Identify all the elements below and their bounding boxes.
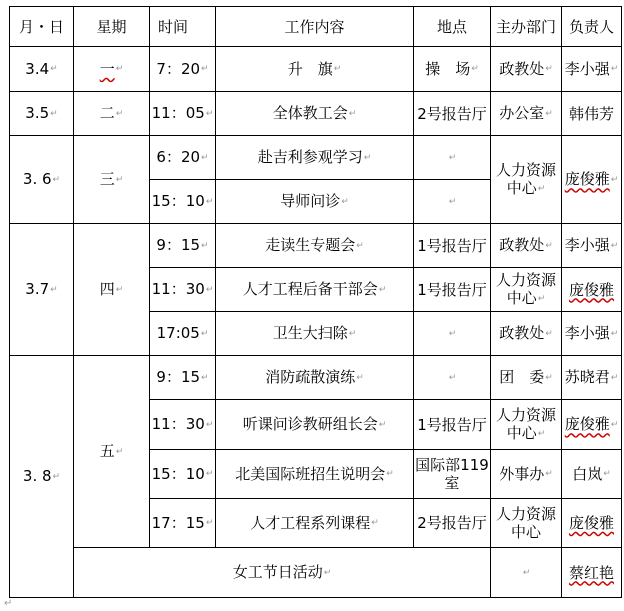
time-cell: 9：15↵ xyxy=(150,356,216,400)
content-cell: 卫生大扫除↵ xyxy=(216,312,414,356)
department-cell: 人力资源中心↵ xyxy=(491,136,562,224)
content-cell: 人才工程系列课程↵ xyxy=(216,499,414,548)
owner-cell: 李小强↵ xyxy=(562,312,622,356)
owner-cell: 李小强↵ xyxy=(562,47,622,92)
table-row xyxy=(10,47,622,92)
location-cell: 1号报告厅 xyxy=(414,400,491,450)
location-cell: ↵ xyxy=(414,136,491,180)
header-date: 月・日 xyxy=(10,7,74,47)
weekday-cell: 三↵ xyxy=(74,136,150,224)
location-cell: 2号报告厅 xyxy=(414,92,491,136)
table-row xyxy=(10,92,622,136)
header-time: 时间 xyxy=(150,7,216,47)
owner-cell: 蔡红艳 xyxy=(562,548,622,598)
content-cell: 人才工程后备干部会↵ xyxy=(216,268,414,312)
date-cell: 3.7↵ xyxy=(10,224,74,356)
paragraph-mark-icon: ↵ xyxy=(4,598,13,609)
owner-cell: 庞俊雅↵ xyxy=(562,136,622,224)
content-cell: 走读生专题会↵ xyxy=(216,224,414,268)
content-cell: 听课问诊教研组长会↵ xyxy=(216,400,414,450)
department-cell: 政教处↵ xyxy=(491,224,562,268)
header-row xyxy=(10,7,622,47)
date-cell: 3.5↵ xyxy=(10,92,74,136)
content-cell: 赴吉利参观学习↵ xyxy=(216,136,414,180)
location-cell: 1号报告厅 xyxy=(414,268,491,312)
time-cell: 15：10↵ xyxy=(150,450,216,499)
owner-cell: 李小强↵ xyxy=(562,224,622,268)
header-weekday: 星期 xyxy=(74,7,150,47)
location-cell: 1号报告厅 xyxy=(414,224,491,268)
date-cell: 3. 8↵ xyxy=(10,356,74,598)
department-cell: 办公室↵ xyxy=(491,92,562,136)
department-cell: 外事办↵ xyxy=(491,450,562,499)
content-cell: 女工节日活动↵ xyxy=(74,548,491,598)
weekday-cell: 五↵ xyxy=(74,356,150,548)
department-cell: 政教处↵ xyxy=(491,312,562,356)
date-cell: 3.4↵ xyxy=(10,47,74,92)
weekday-cell: 四↵ xyxy=(74,224,150,356)
table-row xyxy=(10,224,622,268)
department-cell: 人力资源中心↵ xyxy=(491,268,562,312)
schedule-table xyxy=(9,6,622,598)
location-cell: 国际部119室 xyxy=(414,450,491,499)
location-cell: ↵ xyxy=(414,356,491,400)
time-cell: 11：30↵ xyxy=(150,400,216,450)
table-row xyxy=(10,136,622,180)
owner-cell: 庞俊雅 xyxy=(562,268,622,312)
department-cell: 人力资源中心 xyxy=(491,499,562,548)
owner-cell: 韩伟芳 xyxy=(562,92,622,136)
header-content: 工作内容 xyxy=(216,7,414,47)
owner-cell: 庞俊雅↵ xyxy=(562,400,622,450)
table-row xyxy=(10,356,622,400)
table-row xyxy=(10,548,622,598)
time-cell: 17:05↵ xyxy=(150,312,216,356)
content-cell: 升 旗↵ xyxy=(216,47,414,92)
time-cell: 17：15↵ xyxy=(150,499,216,548)
date-cell: 3. 6↵ xyxy=(10,136,74,224)
location-cell: ↵ xyxy=(414,180,491,224)
time-cell: 9：15↵ xyxy=(150,224,216,268)
department-cell: 团 委↵ xyxy=(491,356,562,400)
header-location: 地点 xyxy=(414,7,491,47)
time-cell: 11：05↵ xyxy=(150,92,216,136)
time-cell: 15：10↵ xyxy=(150,180,216,224)
weekday-cell: 二↵ xyxy=(74,92,150,136)
location-cell: ↵ xyxy=(414,312,491,356)
content-cell: 消防疏散演练↵ xyxy=(216,356,414,400)
header-owner: 负责人 xyxy=(562,7,622,47)
time-cell: 7：20↵ xyxy=(150,47,216,92)
content-cell: 全体教工会↵ xyxy=(216,92,414,136)
content-cell: 北美国际班招生说明会↵ xyxy=(216,450,414,499)
weekday-cell: 一↵ xyxy=(74,47,150,92)
content-cell: 导师问诊↵ xyxy=(216,180,414,224)
time-cell: 6：20↵ xyxy=(150,136,216,180)
department-cell: ↵ xyxy=(491,548,562,598)
owner-cell: 白岚↵ xyxy=(562,450,622,499)
department-cell: 政教处↵ xyxy=(491,47,562,92)
header-department: 主办部门 xyxy=(491,7,562,47)
location-cell: 2号报告厅 xyxy=(414,499,491,548)
time-cell: 11：30↵ xyxy=(150,268,216,312)
owner-cell: 庞俊雅 xyxy=(562,499,622,548)
location-cell: 操 场↵ xyxy=(414,47,491,92)
owner-cell: 苏晓君↵ xyxy=(562,356,622,400)
department-cell: 人力资源中心↵ xyxy=(491,400,562,450)
